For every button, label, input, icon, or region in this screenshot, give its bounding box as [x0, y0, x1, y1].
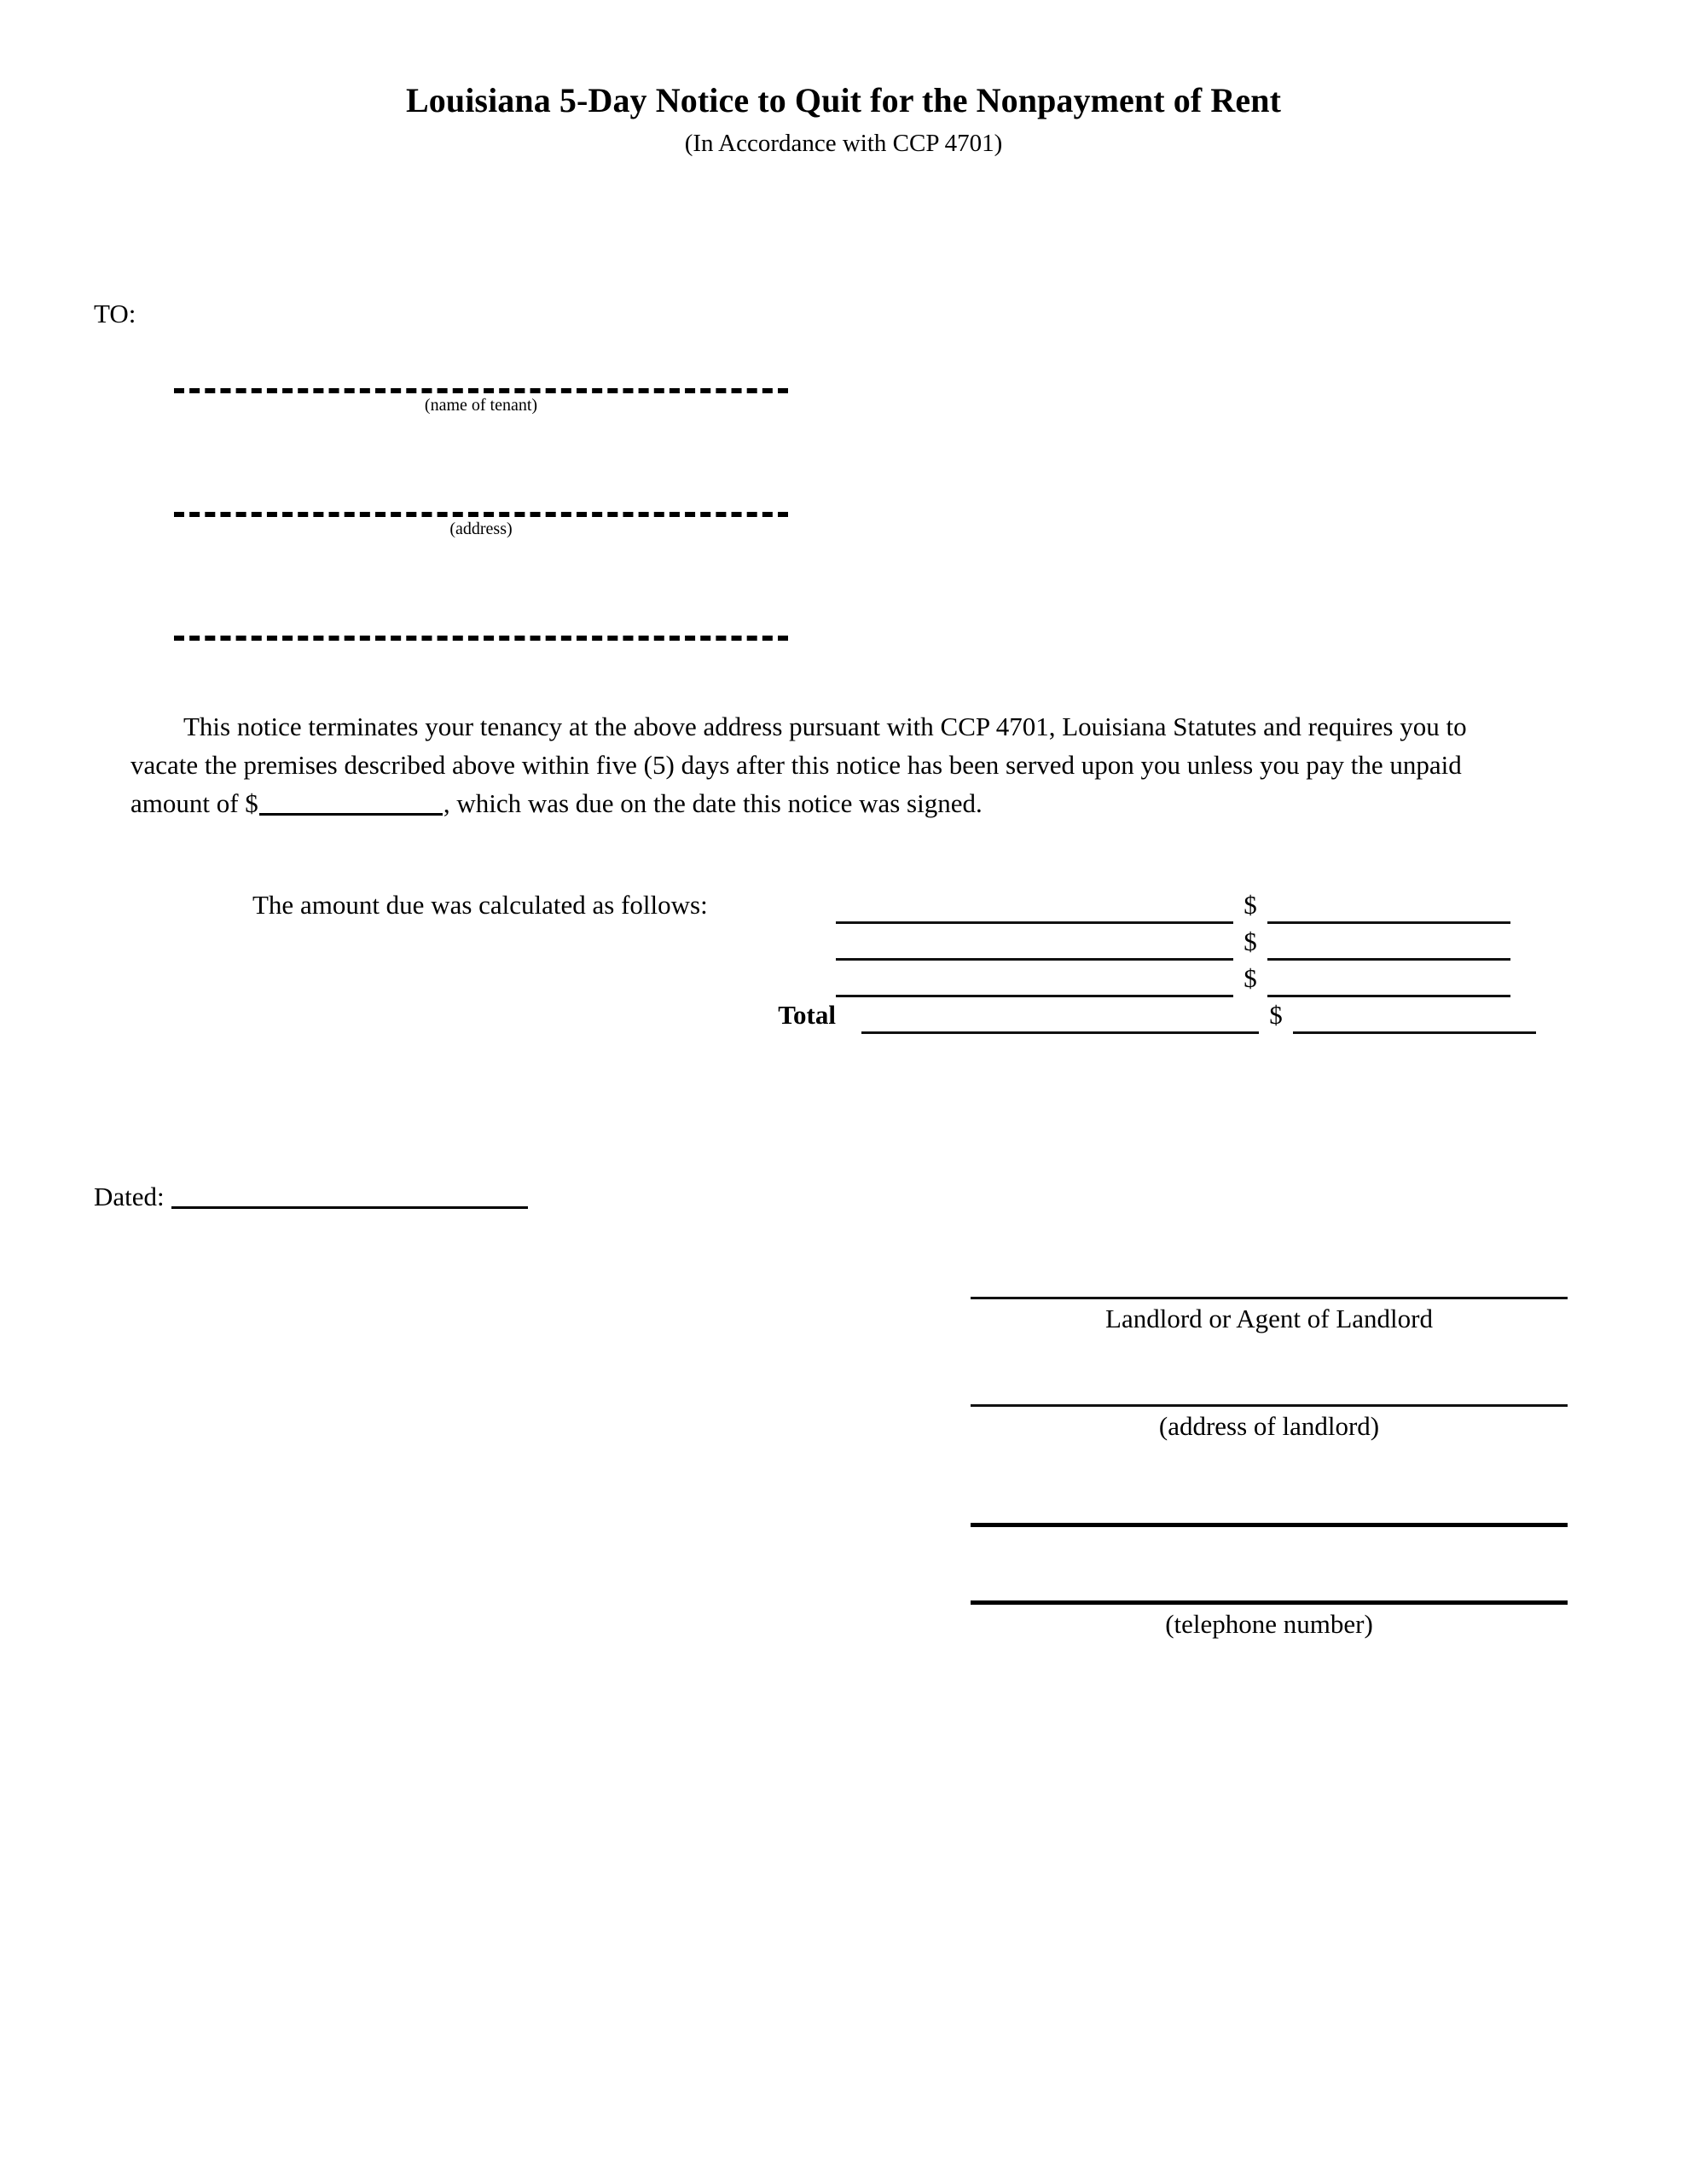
currency-symbol: $: [1244, 890, 1257, 920]
notice-paragraph-part-1: This notice terminates your tenancy at the above address pursuant with CCP 4701, Louisiana Statutes and requires you to vacate the premises described above within five (5) days after this notice has been served upon you unless you pay the unpaid amount of $: [130, 712, 1467, 818]
landlord-telephone-field[interactable]: [971, 1600, 1568, 1640]
page-title: Louisiana 5-Day Notice to Quit for the Nonpayment of Rent: [405, 81, 1282, 119]
calc-amount-input-2[interactable]: [1267, 927, 1510, 961]
signature-write-space-1[interactable]: [971, 1220, 1568, 1297]
landlord-address-caption: (address of landlord): [1158, 1411, 1380, 1442]
page-subtitle: (In Accordance with CCP 4701): [684, 130, 1003, 157]
tenant-address-field[interactable]: [174, 512, 788, 538]
calc-description-input-1[interactable]: [836, 891, 1233, 924]
dated-input[interactable]: [171, 1206, 528, 1209]
signature-rule: [971, 1297, 1568, 1299]
unpaid-amount-input[interactable]: [259, 813, 443, 816]
calc-amount-input-3[interactable]: [1267, 964, 1510, 997]
calculation-intro-label: The amount due was calculated as follows:: [252, 890, 708, 920]
dashed-rule: [174, 388, 788, 393]
landlord-signature-caption: Landlord or Agent of Landlord: [1105, 1304, 1433, 1333]
landlord-address-line-2-field[interactable]: [971, 1523, 1568, 1527]
tenant-extra-field[interactable]: [174, 636, 788, 643]
notice-paragraph: [130, 708, 1529, 823]
tenant-address-caption: (address): [449, 520, 513, 538]
table-row: [252, 961, 1532, 997]
calc-description-input-3[interactable]: [836, 964, 1233, 997]
signature-write-space-4[interactable]: [971, 1531, 1568, 1600]
to-label: TO:: [94, 299, 136, 328]
table-row: [252, 924, 1532, 961]
currency-symbol: $: [1244, 926, 1257, 956]
landlord-address-field[interactable]: [971, 1404, 1568, 1442]
table-row-total: [252, 997, 1532, 1034]
landlord-telephone-caption: (telephone number): [1165, 1609, 1373, 1640]
calc-description-input-total[interactable]: [861, 1001, 1259, 1034]
dashed-rule: [174, 512, 788, 517]
tenant-name-caption: (name of tenant): [424, 396, 538, 415]
signature-rule: [971, 1404, 1568, 1407]
signature-rule: [971, 1600, 1568, 1605]
signature-block: [971, 1220, 1568, 1641]
dated-field: [94, 1182, 528, 1212]
calculation-table: [252, 887, 1532, 1034]
calc-description-input-2[interactable]: [836, 927, 1233, 961]
signature-write-space-3[interactable]: [971, 1442, 1568, 1523]
currency-symbol: $: [1244, 963, 1257, 993]
currency-symbol: $: [1269, 1000, 1283, 1030]
tenant-name-field[interactable]: [174, 388, 788, 415]
total-label: Total: [778, 1000, 836, 1030]
dashed-rule: [174, 636, 788, 641]
dated-label: Dated:: [94, 1182, 165, 1211]
calc-row-label-3: [252, 994, 836, 997]
signature-write-space-2[interactable]: [971, 1334, 1568, 1404]
calc-amount-input-1[interactable]: [1267, 891, 1510, 924]
calc-amount-input-total[interactable]: [1293, 1001, 1536, 1034]
calc-row-label-2: [252, 957, 836, 961]
table-row: [252, 887, 1532, 924]
landlord-signature-field[interactable]: [971, 1297, 1568, 1334]
signature-rule: [971, 1523, 1568, 1527]
notice-paragraph-part-2: , which was due on the date this notice was signed.: [443, 787, 983, 818]
